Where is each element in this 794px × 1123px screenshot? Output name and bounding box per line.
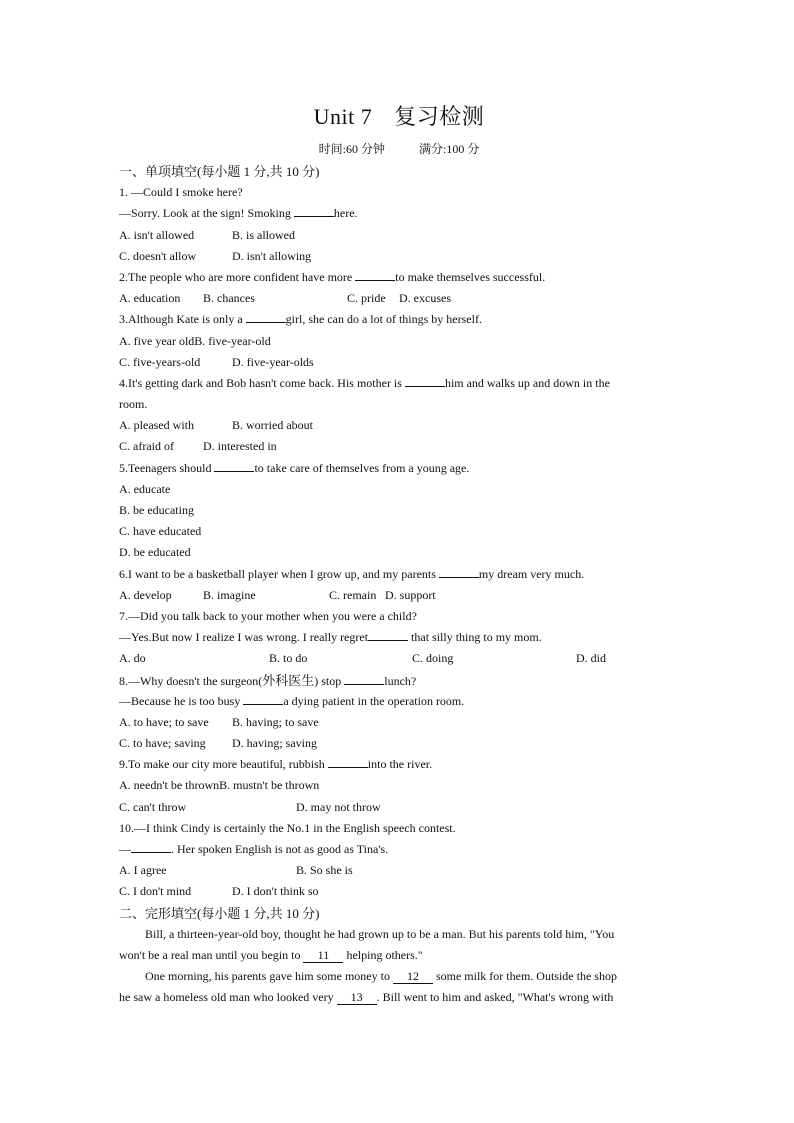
blank-12[interactable]: 12: [393, 969, 433, 984]
option-d[interactable]: D. excuses: [399, 291, 451, 306]
answer-blank[interactable]: [246, 310, 286, 323]
chinese-gloss: 外科医生: [262, 672, 315, 688]
option-c[interactable]: C. have educated: [119, 524, 202, 539]
option-d[interactable]: D. may not throw: [296, 799, 381, 814]
answer-blank[interactable]: [214, 459, 254, 472]
option-a[interactable]: A. develop: [119, 587, 172, 602]
full-score: 满分:100 分: [419, 142, 480, 156]
question-3-options-ab[interactable]: A. five year oldB. five-year-old: [119, 333, 271, 348]
question-4-stem-cont: room.: [119, 397, 148, 412]
blank-13[interactable]: 13: [337, 990, 377, 1005]
question-3-options-cd: [119, 352, 679, 373]
question-1-reply: —Sorry. Look at the sign! Smoking here.: [119, 206, 358, 221]
option-c[interactable]: C. doesn't allow: [119, 248, 197, 263]
option-a[interactable]: A. pleased with: [119, 418, 194, 433]
option-b[interactable]: B. be educating: [119, 503, 194, 517]
option-c[interactable]: C. pride: [347, 291, 386, 306]
option-d[interactable]: D. isn't allowing: [232, 248, 312, 263]
option-d[interactable]: D. support: [385, 587, 436, 602]
option-d[interactable]: D. interested in: [203, 439, 277, 454]
exam-body: [119, 161, 679, 1009]
answer-blank[interactable]: [405, 374, 445, 387]
passage-line: won't be a real man until you begin to 11 helping others.": [119, 947, 423, 962]
time-limit: 时间:60 分钟: [318, 142, 385, 156]
passage-line: he saw a homeless old man who looked very 13 . Bill went to him and asked, "What's wrong with: [119, 990, 614, 1005]
option-b[interactable]: B. chances: [203, 291, 255, 306]
question-2-stem: 2.The people who are more confident have more to make themselves successful.: [119, 269, 546, 284]
question-9-stem: 9.To make our city more beautiful, rubbish into the river.: [119, 757, 433, 772]
option-b[interactable]: B. So she is: [296, 863, 353, 878]
question-10-reply: — . Her spoken English is not as good as Tina's.: [119, 842, 389, 856]
option-b[interactable]: B. having; to save: [232, 714, 319, 729]
option-d[interactable]: D. I don't think so: [232, 884, 319, 899]
exam-meta: [119, 140, 679, 157]
answer-blank[interactable]: [243, 692, 283, 705]
answer-blank[interactable]: [131, 840, 171, 853]
option-c[interactable]: C. can't throw: [119, 799, 187, 814]
question-1-options-cd: [119, 246, 679, 267]
question-3-stem: 3.Although Kate is only a girl, she can do a lot of things by herself.: [119, 312, 482, 327]
section-heading-2: 二、完形填空(每小题 1 分,共 10 分): [119, 905, 320, 921]
question-8-stem: 8.—Why doesn't the surgeon(外科医生) stop lunch?: [119, 672, 417, 688]
answer-blank[interactable]: [355, 268, 395, 281]
option-a[interactable]: A. education: [119, 291, 181, 306]
answer-blank[interactable]: [344, 672, 384, 685]
option-c[interactable]: C. remain: [329, 587, 377, 602]
passage-line: Bill, a thirteen-year-old boy, thought he had grown up to be a man. But his parents told him, "You: [145, 926, 615, 941]
question-7-reply: —Yes.But now I realize I was wrong. I really regret that silly thing to my mom.: [119, 630, 542, 645]
option-c[interactable]: C. five-years-old: [119, 354, 201, 369]
question-10-options-ab: [119, 860, 679, 881]
question-4-options-ab: [119, 415, 679, 436]
option-d[interactable]: D. having; saving: [232, 736, 317, 751]
question-7-options: [119, 648, 679, 669]
answer-blank[interactable]: [294, 204, 334, 217]
option-c[interactable]: C. I don't mind: [119, 884, 192, 899]
question-6-options: [119, 585, 679, 606]
option-b[interactable]: B. is allowed: [232, 227, 295, 242]
question-1-stem: 1. —Could I smoke here?: [119, 185, 243, 200]
option-b[interactable]: B. to do: [269, 651, 308, 666]
answer-blank[interactable]: [328, 755, 368, 768]
option-a[interactable]: A. educate: [119, 481, 171, 496]
question-8-options-cd: [119, 733, 679, 754]
question-2-options: [119, 288, 679, 309]
title-unit: Unit 7: [313, 104, 373, 129]
option-a[interactable]: A. isn't allowed: [119, 227, 195, 242]
answer-blank[interactable]: [439, 565, 479, 578]
question-10-stem: 10.—I think Cindy is certainly the No.1 in the English speech contest.: [119, 820, 456, 835]
answer-blank[interactable]: [368, 628, 408, 641]
question-5-stem: 5.Teenagers should to take care of themselves from a young age.: [119, 460, 470, 475]
question-4-options-cd: [119, 436, 679, 457]
option-a[interactable]: A. I agree: [119, 863, 167, 878]
page-title: [119, 100, 679, 131]
title-chinese: 复习检测: [394, 104, 485, 129]
option-d[interactable]: D. be educated: [119, 545, 191, 560]
passage-line: One morning, his parents gave him some money to 12 some milk for them. Outside the shop: [145, 969, 617, 984]
option-c[interactable]: C. afraid of: [119, 439, 174, 454]
question-6-stem: 6.I want to be a basketball player when I grow up, and my parents my dream very much.: [119, 566, 585, 581]
question-8-reply: —Because he is too busy a dying patient in the operation room.: [119, 693, 465, 708]
question-8-options-ab: [119, 712, 679, 733]
question-1-options-ab: [119, 225, 679, 246]
option-d[interactable]: D. did: [576, 651, 606, 666]
question-9-options-ab[interactable]: A. needn't be thrownB. mustn't be thrown: [119, 778, 320, 793]
option-c[interactable]: C. doing: [412, 651, 454, 666]
question-9-options-cd: [119, 797, 679, 818]
option-a[interactable]: A. to have; to save: [119, 714, 209, 729]
question-10-options-cd: [119, 881, 679, 902]
option-b[interactable]: B. worried about: [232, 418, 313, 433]
option-d[interactable]: D. five-year-olds: [232, 354, 314, 369]
option-a[interactable]: A. do: [119, 651, 146, 666]
option-b[interactable]: B. imagine: [203, 587, 256, 602]
question-7-stem: 7.—Did you talk back to your mother when you were a child?: [119, 608, 417, 623]
blank-11[interactable]: 11: [303, 948, 343, 963]
section-heading-1: 一、单项填空(每小题 1 分,共 10 分): [119, 164, 320, 179]
question-4-stem: 4.It's getting dark and Bob hasn't come back. His mother is him and walks up and down in the: [119, 375, 610, 390]
option-c[interactable]: C. to have; saving: [119, 736, 206, 751]
